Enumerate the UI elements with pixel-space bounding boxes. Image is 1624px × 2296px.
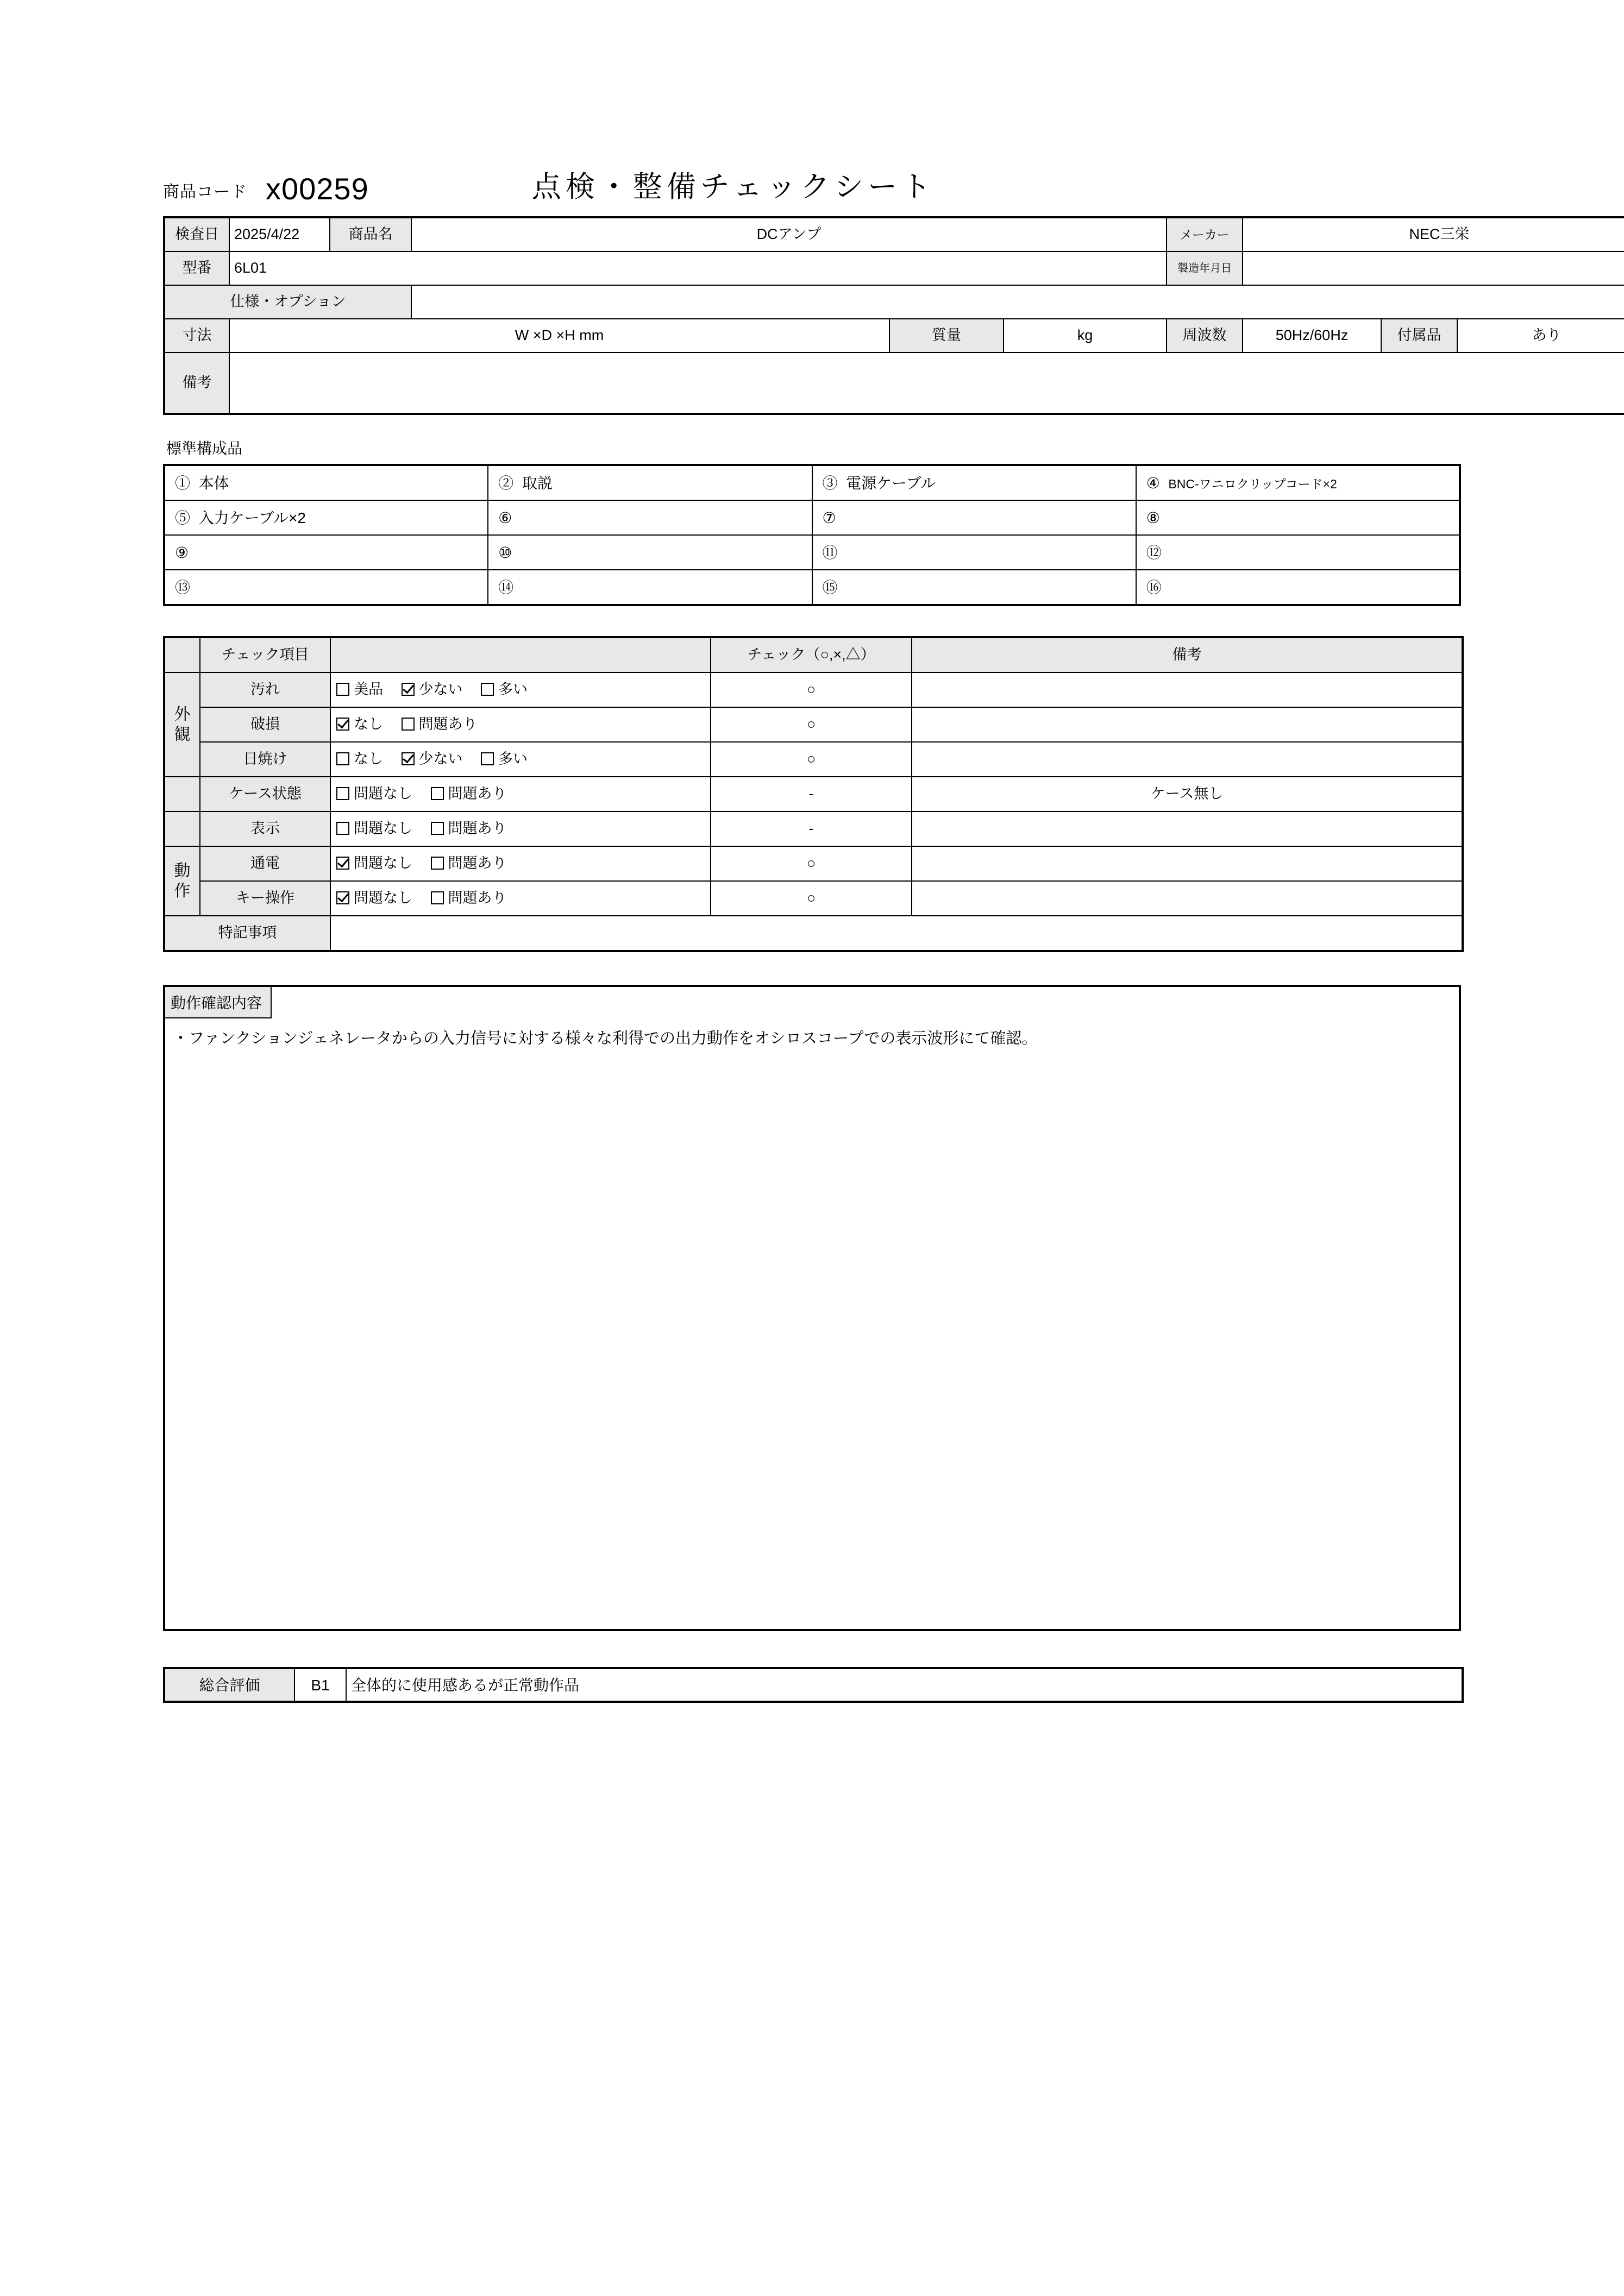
check-option[interactable]	[336, 750, 383, 769]
component-cell	[164, 570, 488, 605]
check-option[interactable]	[336, 715, 383, 734]
checkbox-icon[interactable]	[431, 891, 444, 904]
check-notes-row	[164, 916, 1463, 951]
check-option[interactable]	[481, 750, 528, 769]
check-option-label: 問題なし	[354, 820, 412, 837]
check-option[interactable]	[336, 889, 412, 908]
check-options	[330, 846, 711, 881]
spec-option-value	[411, 285, 1624, 319]
final-evaluation-row	[164, 1668, 1463, 1702]
special-notes-label: 特記事項	[164, 916, 330, 951]
component-number: ⑧	[1146, 509, 1160, 526]
components-caption: 標準構成品	[166, 440, 243, 457]
check-corner-cell	[164, 637, 200, 672]
manufacture-date-label: 製造年月日	[1167, 251, 1243, 285]
checkbox-icon[interactable]	[431, 787, 444, 800]
check-row-name: 表示	[200, 812, 330, 846]
checkbox-icon[interactable]	[336, 891, 349, 904]
component-cell	[1136, 535, 1460, 570]
check-category-label: 外観	[174, 705, 191, 744]
check-option-label: 問題なし	[354, 890, 412, 907]
check-options	[330, 777, 711, 812]
check-options	[330, 742, 711, 777]
final-evaluation-label: 総合評価	[164, 1668, 294, 1702]
operation-section	[163, 985, 1461, 1631]
check-row	[164, 846, 1463, 881]
info-row-model	[164, 251, 1624, 285]
check-remarks: ケース無し	[912, 777, 1463, 812]
checkbox-icon[interactable]	[336, 857, 349, 870]
components-row	[164, 465, 1460, 500]
model-value: 6L01	[229, 251, 1167, 285]
dimension-value: W ×D ×H mm	[229, 319, 889, 353]
info-remarks-label: 備考	[164, 353, 229, 414]
checkbox-icon[interactable]	[336, 787, 349, 800]
document-header	[163, 163, 1461, 206]
check-result: ○	[711, 742, 912, 777]
check-row	[164, 707, 1463, 742]
final-evaluation-comment: 全体的に使用感あるが正常動作品	[346, 1668, 1463, 1702]
check-option[interactable]	[336, 854, 412, 873]
checkbox-icon[interactable]	[402, 752, 415, 765]
check-option-label: なし	[354, 716, 383, 733]
inspect-date-value: 2025/4/22	[229, 217, 330, 251]
info-row-remarks	[164, 353, 1624, 414]
check-row-name: ケース状態	[200, 777, 330, 812]
checkbox-icon[interactable]	[336, 718, 349, 731]
component-number: ①	[175, 474, 191, 492]
component-text: 取説	[522, 474, 553, 492]
spec-option-label: 仕様・オプション	[164, 285, 411, 319]
operation-label: 動作確認内容	[165, 987, 272, 1018]
checkbox-icon[interactable]	[481, 752, 494, 765]
component-number: ⑦	[822, 509, 836, 526]
checkbox-icon[interactable]	[336, 683, 349, 696]
check-options	[330, 672, 711, 707]
check-result: -	[711, 812, 912, 846]
component-cell	[488, 465, 812, 500]
check-options	[330, 707, 711, 742]
component-cell	[812, 535, 1136, 570]
operation-box	[163, 985, 1461, 1631]
manufacture-date-value	[1243, 251, 1624, 285]
check-option[interactable]	[336, 820, 412, 838]
components-row	[164, 535, 1460, 570]
check-remarks	[912, 707, 1463, 742]
check-options	[330, 881, 711, 916]
maker-value: NEC三栄	[1243, 217, 1624, 251]
info-remarks-value	[229, 353, 1624, 414]
mass-value: kg	[1004, 319, 1167, 353]
component-cell	[488, 570, 812, 605]
check-option-label: 多い	[498, 681, 528, 698]
component-text: BNC-ワニロクリップコード×2	[1168, 476, 1337, 491]
component-cell	[1136, 570, 1460, 605]
product-info-table	[163, 216, 1624, 415]
check-result: ○	[711, 881, 912, 916]
check-option-label: 問題あり	[448, 785, 507, 802]
final-evaluation-grade: B1	[294, 1668, 346, 1702]
check-result: ○	[711, 846, 912, 881]
check-options	[330, 812, 711, 846]
check-option-label: 問題なし	[354, 855, 412, 872]
check-option-label: 問題あり	[448, 890, 507, 907]
check-option-label: 多い	[498, 751, 528, 768]
info-row-spec	[164, 285, 1624, 319]
checkbox-icon[interactable]	[402, 683, 415, 696]
components-row	[164, 570, 1460, 605]
checkbox-icon[interactable]	[431, 822, 444, 835]
dimension-label: 寸法	[164, 319, 229, 353]
check-remarks	[912, 881, 1463, 916]
check-option-label: 少ない	[418, 681, 463, 698]
info-row-date	[164, 217, 1624, 251]
check-option-label: なし	[354, 751, 383, 768]
check-remarks	[912, 812, 1463, 846]
inspect-date-label: 検査日	[164, 217, 229, 251]
checkbox-icon[interactable]	[431, 857, 444, 870]
component-number: ⑩	[498, 544, 512, 561]
checkbox-icon[interactable]	[402, 718, 415, 731]
accessory-label: 付属品	[1381, 319, 1457, 353]
accessory-value: あり	[1457, 319, 1624, 353]
check-row-name: キー操作	[200, 881, 330, 916]
component-cell	[812, 465, 1136, 500]
check-option-label: 少ない	[418, 751, 463, 768]
check-header-row	[164, 637, 1463, 672]
check-result: ○	[711, 707, 912, 742]
check-row	[164, 777, 1463, 812]
check-row-name: 破損	[200, 707, 330, 742]
component-number: ⑤	[175, 509, 191, 526]
check-option-label: 問題あり	[418, 716, 478, 733]
component-cell	[1136, 500, 1460, 535]
check-remarks	[912, 672, 1463, 707]
component-cell	[1136, 465, 1460, 500]
final-evaluation-section	[163, 1667, 1461, 1703]
component-number: ⑮	[822, 578, 838, 596]
check-row	[164, 742, 1463, 777]
check-option[interactable]	[402, 750, 463, 769]
check-row-name: 日焼け	[200, 742, 330, 777]
frequency-label: 周波数	[1167, 319, 1243, 353]
check-table	[163, 636, 1464, 952]
checkbox-icon[interactable]	[481, 683, 494, 696]
check-option[interactable]	[481, 681, 528, 699]
checkbox-icon[interactable]	[336, 752, 349, 765]
component-number: ⑨	[175, 544, 189, 561]
special-notes-value	[330, 916, 1463, 951]
product-name-label: 商品名	[330, 217, 411, 251]
component-number: ②	[498, 474, 514, 492]
checkbox-icon[interactable]	[336, 822, 349, 835]
check-option[interactable]	[431, 785, 507, 803]
product-code-label: 商品コード	[163, 183, 247, 201]
check-option-label: 問題あり	[448, 820, 507, 837]
component-text: 本体	[198, 474, 229, 492]
check-category-appearance	[164, 672, 200, 777]
component-text: 入力ケーブル×2	[198, 509, 306, 526]
check-row	[164, 672, 1463, 707]
check-option[interactable]	[402, 681, 463, 699]
component-number: ⑯	[1146, 578, 1162, 596]
component-cell	[164, 535, 488, 570]
component-cell	[164, 465, 488, 500]
check-category-spacer	[164, 812, 200, 846]
check-category-spacer	[164, 777, 200, 812]
components-row	[164, 500, 1460, 535]
check-category-label: 動作	[174, 861, 191, 900]
check-option-label: 美品	[354, 681, 383, 698]
check-row-name: 汚れ	[200, 672, 330, 707]
component-number: ③	[822, 474, 838, 492]
component-number: ⑭	[498, 578, 514, 596]
product-code-value: x00259	[266, 172, 369, 206]
check-remarks	[912, 846, 1463, 881]
component-cell	[812, 500, 1136, 535]
component-cell	[488, 500, 812, 535]
component-number: ⑪	[822, 544, 838, 561]
components-table	[163, 464, 1461, 606]
check-option[interactable]	[336, 785, 412, 803]
frequency-value: 50Hz/60Hz	[1243, 319, 1381, 353]
check-option[interactable]	[431, 889, 507, 908]
component-number: ⑥	[498, 509, 512, 526]
check-result-header: チェック（○,×,△）	[711, 637, 912, 672]
info-row-dimension	[164, 319, 1624, 353]
check-option[interactable]	[336, 681, 383, 699]
check-option[interactable]	[431, 820, 507, 838]
component-cell	[488, 535, 812, 570]
check-item-header: チェック項目	[200, 637, 330, 672]
check-option-header	[330, 637, 711, 672]
check-result: -	[711, 777, 912, 812]
check-remarks	[912, 742, 1463, 777]
check-row	[164, 881, 1463, 916]
component-number: ⑬	[175, 578, 191, 596]
component-cell	[812, 570, 1136, 605]
mass-label: 質量	[889, 319, 1004, 353]
page-title: 点検・整備チェックシート	[531, 171, 936, 203]
product-name-value: DCアンプ	[411, 217, 1167, 251]
operation-text: ・ファンクションジェネレータからの入力信号に対する様々な利得での出力動作をオシロスコープでの表示波形にて確認。	[173, 1030, 1038, 1047]
check-option-label: 問題なし	[354, 785, 412, 802]
component-number: ④	[1146, 474, 1160, 492]
check-section	[163, 636, 1461, 952]
check-option-label: 問題あり	[448, 855, 507, 872]
check-option[interactable]	[402, 715, 478, 734]
check-category-operation	[164, 846, 200, 916]
check-row	[164, 812, 1463, 846]
component-cell	[164, 500, 488, 535]
component-text: 電源ケーブル	[846, 474, 936, 492]
check-result: ○	[711, 672, 912, 707]
check-option[interactable]	[431, 854, 507, 873]
maker-label: メーカー	[1167, 217, 1243, 251]
final-evaluation-table	[163, 1667, 1464, 1703]
check-row-name: 通電	[200, 846, 330, 881]
check-remarks-header: 備考	[912, 637, 1463, 672]
model-label: 型番	[164, 251, 229, 285]
component-number: ⑫	[1146, 544, 1162, 561]
